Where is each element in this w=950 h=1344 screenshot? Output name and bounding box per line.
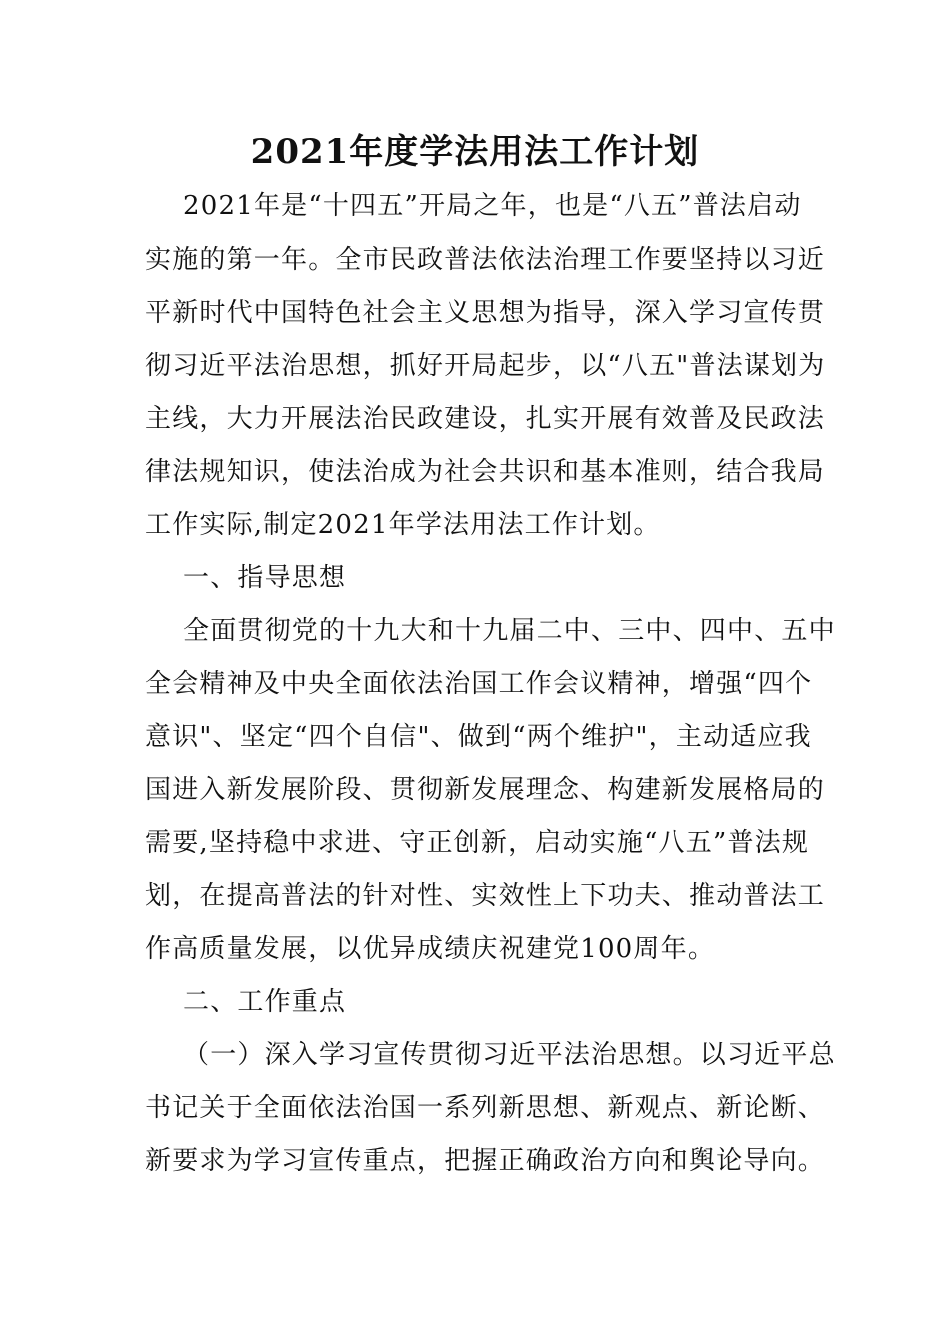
text-line: 全会精神及中央全面依法治国工作会议精神，增强“四个 bbox=[145, 669, 813, 699]
text-line: 划，在提高普法的针对性、实效性上下功夫、推动普法工 bbox=[145, 881, 826, 911]
text-line: 实施的第一年。全市民政普法依法治理工作要坚持以习近 bbox=[145, 245, 826, 275]
text-line: （一）深入学习宣传贯彻习近平法治思想。以习近平总 bbox=[183, 1040, 836, 1070]
text-line: 2021年是“十四五”开局之年，也是“八五”普法启动 bbox=[183, 191, 802, 221]
text-line: 律法规知识，使法治成为社会共识和基本准则，结合我局 bbox=[145, 457, 826, 487]
text-line: 作高质量发展，以优异成绩庆祝建党100周年。 bbox=[145, 934, 716, 964]
text-line: 平新时代中国特色社会主义思想为指导，深入学习宣传贯 bbox=[145, 298, 826, 328]
text-line: 彻习近平法治思想，抓好开局起步，以“八五"普法谋划为 bbox=[145, 351, 826, 381]
text-line: 意识"、坚定“四个自信"、做到“两个维护"，主动适应我 bbox=[145, 722, 812, 752]
text-line: 国进入新发展阶段、贯彻新发展理念、构建新发展格局的 bbox=[145, 775, 826, 805]
text-line: 一、指导思想 bbox=[183, 563, 347, 593]
text-line: 主线，大力开展法治民政建设，扎实开展有效普及民政法 bbox=[145, 404, 826, 434]
text-line: 工作实际,制定2021年学法用法工作计划。 bbox=[145, 510, 661, 540]
text-line: 新要求为学习宣传重点，把握正确政治方向和舆论导向。 bbox=[145, 1146, 826, 1176]
text-line: 二、工作重点 bbox=[183, 987, 347, 1017]
text-line: 需要,坚持稳中求进、守正创新，启动实施“八五”普法规 bbox=[145, 828, 810, 858]
text-line: 全面贯彻党的十九大和十九届二中、三中、四中、五中 bbox=[183, 616, 836, 646]
document-title: 2021年度学法用法工作计划 bbox=[250, 132, 700, 172]
text-line: 书记关于全面依法治国一系列新思想、新观点、新论断、 bbox=[145, 1093, 826, 1123]
